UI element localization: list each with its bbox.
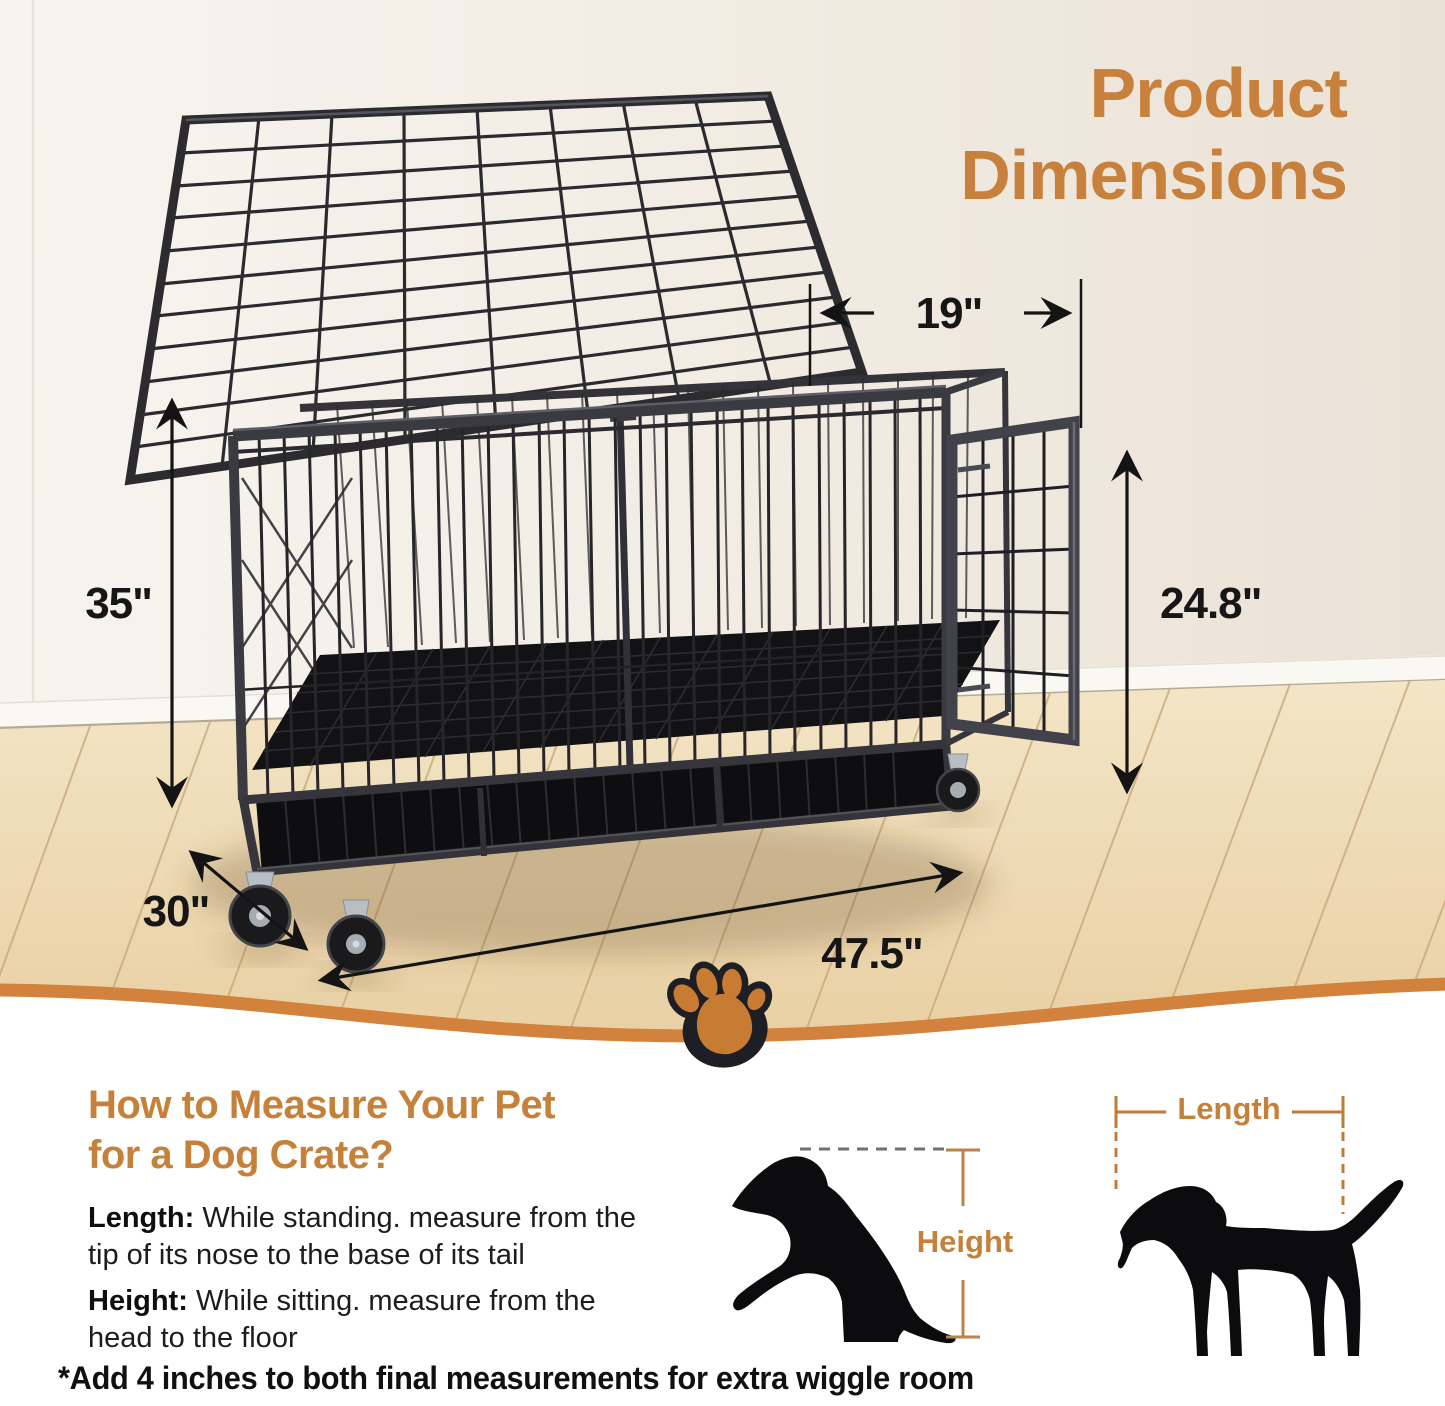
howto-heading — [88, 1080, 555, 1180]
page-title-line2: Dimensions — [960, 136, 1347, 214]
dog-height-label: Height — [916, 1224, 1014, 1259]
measure-instruction-length-label: Length: — [88, 1202, 195, 1234]
measure-instruction-height — [88, 1283, 663, 1357]
dim-door-height: 24.8" — [1160, 579, 1262, 628]
dim-top-opening-width: 19" — [915, 289, 983, 338]
dog-length-label: Length — [1177, 1091, 1281, 1126]
dim-overall-height: 35" — [85, 579, 152, 628]
measure-instruction-height-text: While sitting. measure from the head to the floor — [88, 1285, 596, 1354]
dim-depth: 30" — [142, 887, 210, 936]
page-title-line1: Product — [1089, 54, 1347, 132]
measure-instruction-height-label: Height: — [88, 1285, 188, 1317]
wiggle-room-note: *Add 4 inches to both final measurements for extra wiggle room — [58, 1360, 974, 1396]
page-title — [960, 52, 1347, 216]
dim-length: 47.5" — [821, 929, 923, 978]
measure-instruction-length-text: While standing. measure from the tip of its nose to the base of its tail — [88, 1202, 636, 1271]
standing-dog-silhouette — [1118, 1180, 1403, 1356]
howto-heading-line2: for a Dog Crate? — [88, 1133, 394, 1177]
howto-heading-line1: How to Measure Your Pet — [88, 1083, 556, 1127]
measure-instruction-length — [88, 1200, 663, 1274]
